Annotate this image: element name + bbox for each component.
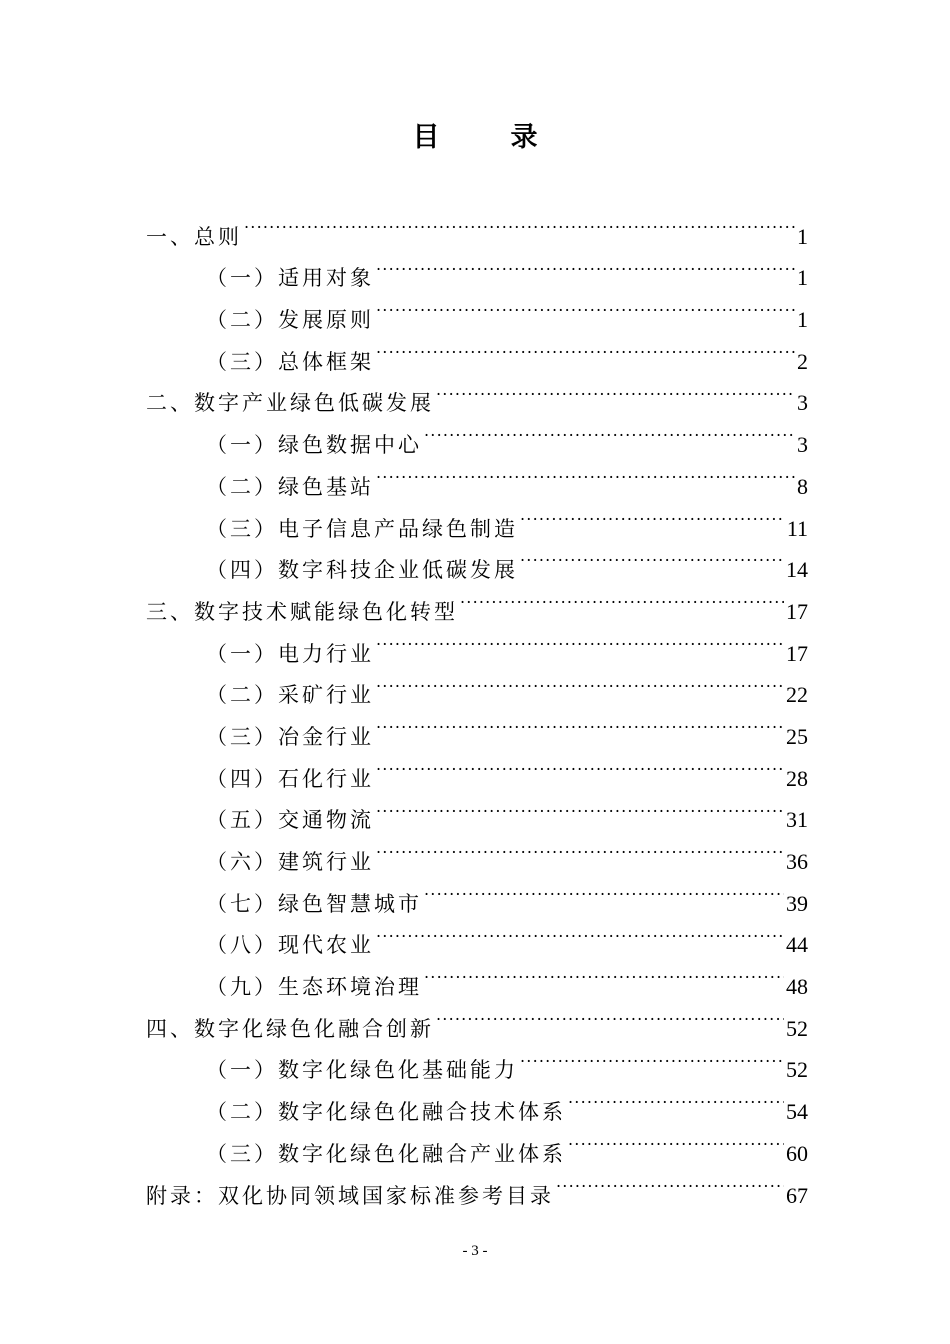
toc-entry-page: 11 [786,515,808,541]
toc-dot-leader [376,702,784,744]
toc-entry-label: （一）绿色数据中心 [206,433,422,458]
toc-dot-leader [376,619,784,661]
toc-dot-leader [520,536,784,578]
toc-entry-page: 52 [786,1057,808,1083]
toc-entry[interactable] [146,244,808,291]
toc-entry[interactable] [146,202,808,249]
toc-entry-page: 48 [786,974,808,1000]
toc-entry-label: （九）生态环境治理 [206,975,422,1000]
toc-entry-page: 25 [786,723,808,749]
toc-dot-leader [436,994,784,1036]
toc-entry-page: 36 [786,849,808,874]
toc-entry-label: （三）冶金行业 [206,724,374,749]
page-number: - 3 - [462,1243,488,1259]
toc-entry-label: （一）电力行业 [206,641,374,666]
toc-entry-label: （一）数字化绿色化基础能力 [206,1058,518,1083]
toc-entry-label: （六）建筑行业 [206,850,374,874]
toc-dot-leader [424,952,784,994]
toc-entry-label: （八）现代农业 [206,933,374,958]
toc-dot-leader [520,1036,784,1078]
toc-dot-leader [376,244,795,286]
toc-entry-label: 附录：双化协同领域国家标准参考目录 [146,1183,554,1208]
toc-entry-page: 67 [786,1182,808,1208]
toc-dot-leader [424,869,784,911]
table-of-contents [146,202,808,1208]
toc-entry-page: 52 [786,1015,808,1041]
toc-entry-page: 17 [786,598,808,624]
toc-dot-leader [376,786,784,828]
toc-dot-leader [436,369,795,411]
toc-entry-label: （二）数字化绿色化融合技术体系 [206,1100,566,1125]
toc-entry-label: （一）适用对象 [206,266,374,291]
toc-entry-label: （五）交通物流 [206,808,374,833]
toc-entry-label: 三、数字技术赋能绿色化转型 [146,599,458,624]
toc-dot-leader [520,494,785,536]
toc-entry-label: 二、数字产业绿色低碳发展 [146,391,434,416]
page-title: 目 录 [412,122,560,153]
toc-entry-label: 一、总则 [146,224,242,249]
toc-dot-leader [556,1161,784,1203]
toc-dot-leader [376,744,784,786]
toc-dot-leader [376,452,795,494]
toc-entry-label: （二）发展原则 [206,308,374,333]
toc-dot-leader [376,327,795,369]
toc-entry-label: （四）数字科技企业低碳发展 [206,558,518,583]
toc-dot-leader [568,1119,784,1161]
toc-entry-page: 31 [786,807,808,833]
toc-entry-page: 17 [786,640,808,666]
toc-entry-label: （三）总体框架 [206,349,374,374]
toc-entry-page: 14 [786,557,808,583]
toc-entry-page: 22 [786,682,808,708]
toc-entry-page: 3 [797,390,808,416]
toc-entry-page: 54 [786,1099,808,1125]
toc-entry-page: 3 [797,432,808,458]
toc-entry-label: （二）绿色基站 [206,474,374,499]
toc-dot-leader [460,577,784,619]
toc-entry-page: 1 [797,223,808,249]
toc-entry-page: 28 [786,765,808,791]
toc-dot-leader [244,202,795,244]
toc-entry-page: 44 [786,932,808,958]
toc-dot-leader [376,661,784,703]
toc-entry-page: 2 [797,348,808,374]
toc-entry-label: （三）电子信息产品绿色制造 [206,516,518,541]
toc-entry-page: 60 [786,1140,808,1166]
toc-entry-page: 39 [786,890,808,916]
toc-entry-label: 四、数字化绿色化融合创新 [146,1016,434,1041]
toc-dot-leader [376,911,784,953]
toc-entry-label: （二）采矿行业 [206,683,374,708]
toc-entry-label: （三）数字化绿色化融合产业体系 [206,1141,566,1166]
toc-entry-label: （七）绿色智慧城市 [206,891,422,916]
toc-dot-leader [376,827,784,869]
toc-entry-page: 8 [797,473,808,499]
toc-entry-page: 1 [797,307,808,333]
toc-entry-page: 1 [797,265,808,291]
toc-dot-leader [376,285,795,327]
toc-dot-leader [424,410,795,452]
toc-dot-leader [568,1077,784,1119]
toc-entry-label: （四）石化行业 [206,766,374,791]
